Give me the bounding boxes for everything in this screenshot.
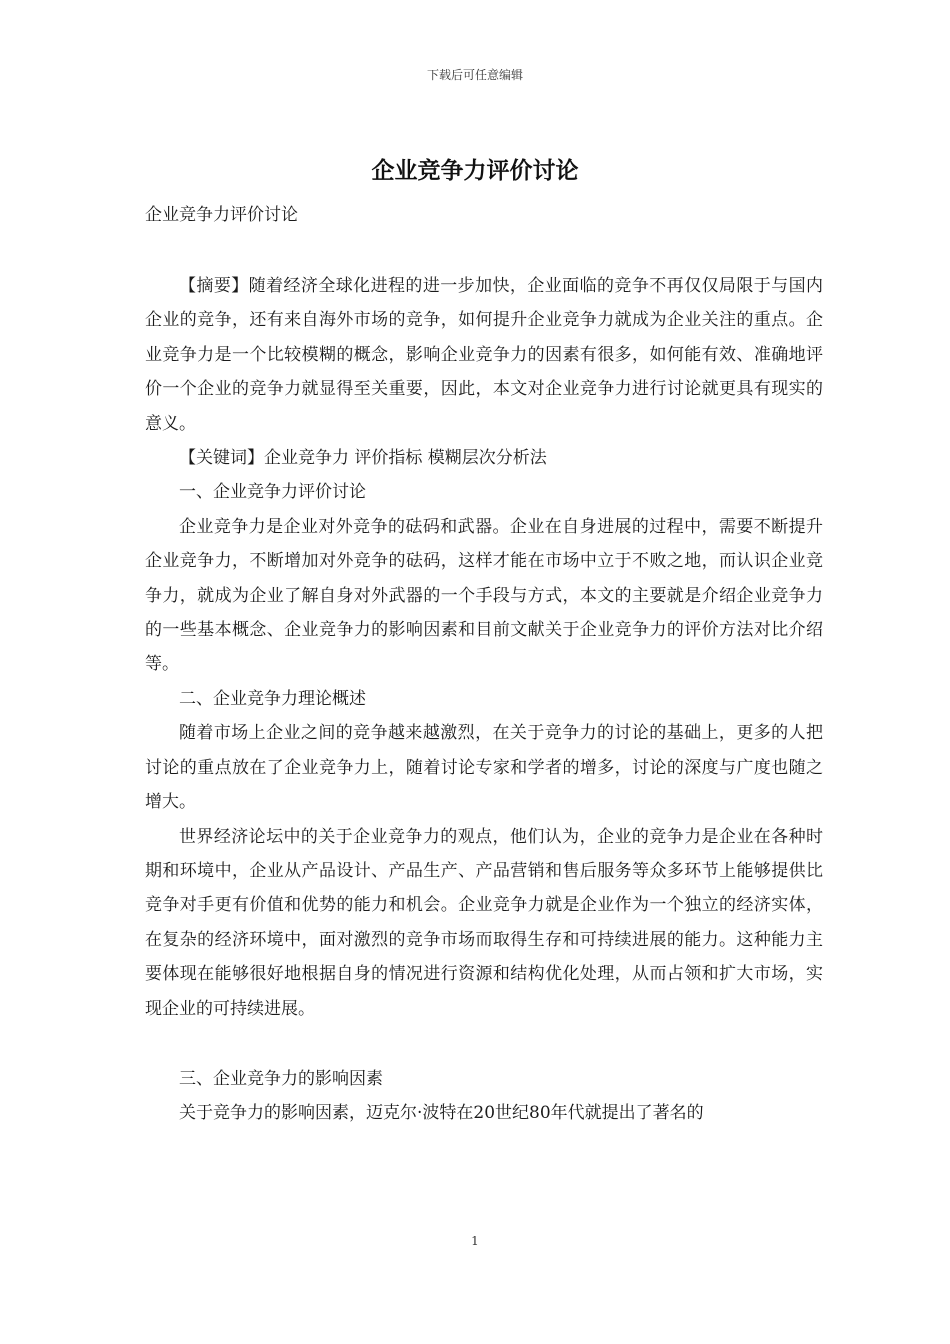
- keywords-paragraph: 【关键词】企业竞争力 评价指标 模糊层次分析法: [179, 448, 547, 469]
- body-paragraph: 企业竞争力是企业对外竞争的砝码和武器。企业在自身进展的过程中，需要不断提升企业竞争力，不断增加对外竞争的砝码，这样才能在市场中立于不败之地，而认识企业竞争力，就成为企业了解自身对外武器的一个手段与方式，本文的主要就是介绍企业竞争力的一些基本概念、企业竞争力的影响因素和目前文献关于企业竞争力的评价方法对比介绍等。: [145, 516, 823, 675]
- document-title: 企业竞争力评价讨论: [371, 157, 579, 184]
- body-paragraph: 随着市场上企业之间的竞争越来越激烈，在关于竞争力的讨论的基础上，更多的人把讨论的重点放在了企业竞争力上，随着讨论专家和学者的增多，讨论的深度与广度也随之增大。: [145, 723, 823, 813]
- section-heading-2: 二、企业竞争力理论概述: [179, 688, 366, 709]
- page-number: 1: [471, 1234, 479, 1248]
- document-subtitle: 企业竞争力评价讨论: [145, 205, 298, 225]
- document-body: [145, 269, 823, 1131]
- page-header-note: 下载后可任意编辑: [426, 68, 523, 82]
- abstract-paragraph: 【摘要】随着经济全球化进程的进一步加快，企业面临的竞争不再仅仅局限于与国内企业的竞争，还有来自海外市场的竞争，如何提升企业竞争力就成为企业关注的重点。企业竞争力是一个比较模糊的概念，影响企业竞争力的因素有很多，如何能有效、准确地评价一个企业的竞争力就显得至关重要，因此，本文对企业竞争力进行讨论就更具有现实的意义。: [145, 276, 823, 434]
- section-heading-3: 三、企业竞争力的影响因素: [179, 1068, 383, 1089]
- body-paragraph: 世界经济论坛中的关于企业竞争力的观点，他们认为，企业的竞争力是企业在各种时期和环境中，企业从产品设计、产品生产、产品营销和售后服务等众多环节上能够提供比竞争对手更有价值和优势的能力和机会。企业竞争力就是企业作为一个独立的经济实体，在复杂的经济环境中，面对激烈的竞争市场而取得生存和可持续进展的能力。这种能力主要体现在能够很好地根据自身的情况进行资源和结构优化处理，从而占领和扩大市场，实现企业的可持续进展。: [145, 826, 823, 1019]
- section-heading-1: 一、企业竞争力评价讨论: [179, 482, 366, 503]
- body-paragraph: 关于竞争力的影响因素，迈克尔·波特在20世纪80年代就提出了著名的: [179, 1103, 704, 1124]
